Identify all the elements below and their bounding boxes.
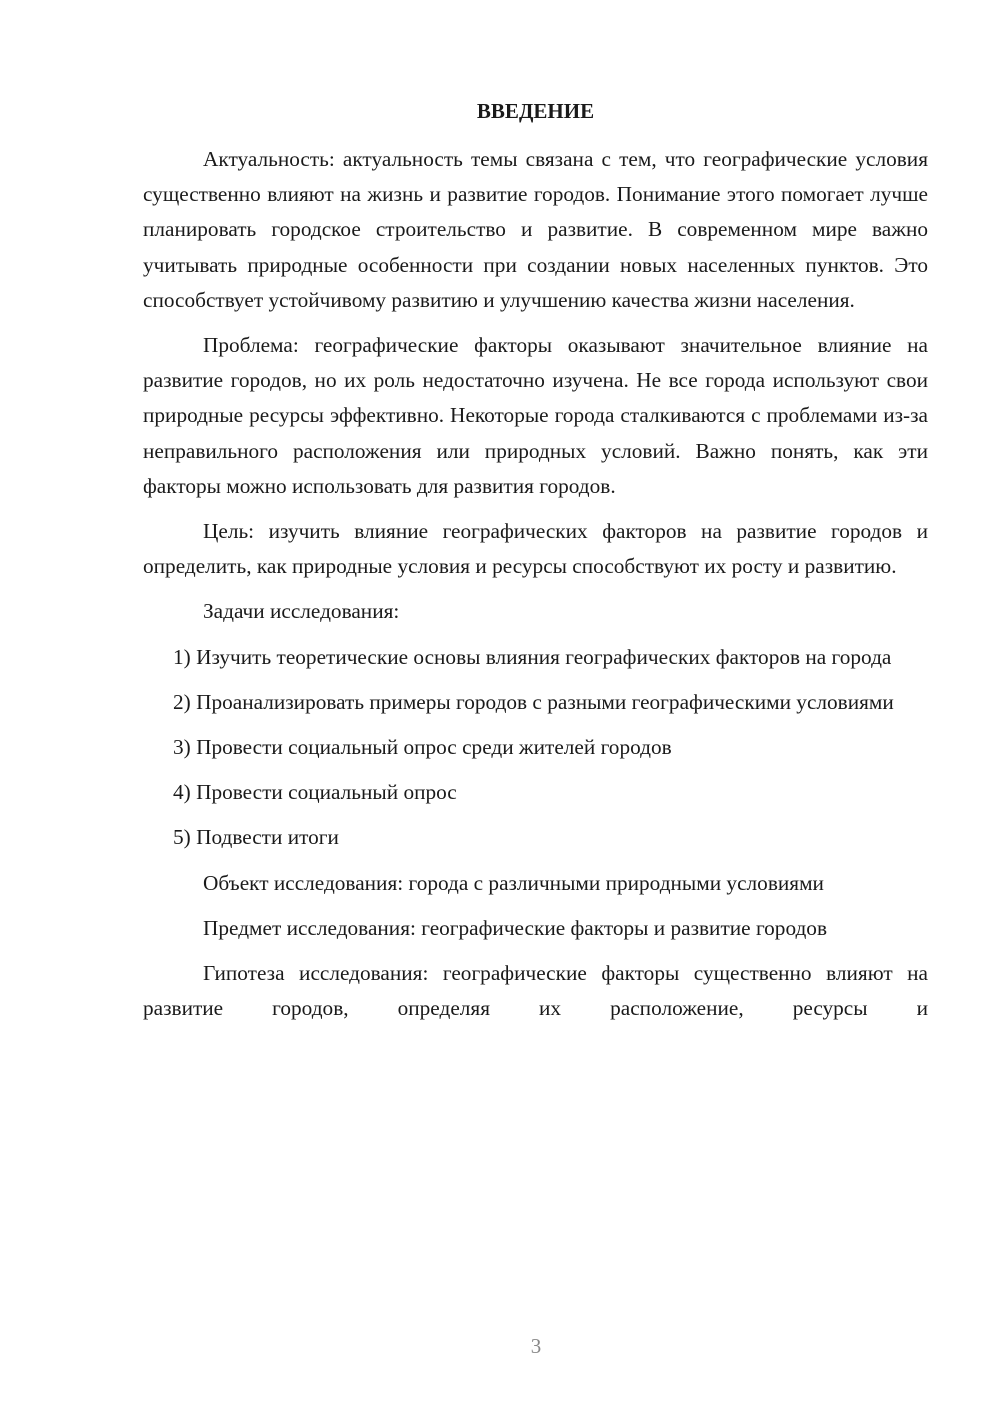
task-item: 2) Проанализировать примеры городов с разными географическими условиями xyxy=(173,689,894,714)
document-page xyxy=(143,96,928,1036)
task-item: 3) Провести социальный опрос среди жителей городов xyxy=(173,735,672,760)
paragraph-object: Объект исследования: города с различными природными условиями xyxy=(203,870,824,895)
page-number: 3 xyxy=(530,1334,542,1358)
tasks-heading: Задачи исследования: xyxy=(203,599,400,624)
task-item: 5) Подвести итоги xyxy=(173,825,339,850)
task-item: 1) Изучить теоретические основы влияния географических факторов на города xyxy=(173,644,892,669)
paragraph-relevance: Актуальность: актуальность темы связана с тем, что географические условия существенно влияют на жизнь и развитие городов. Понимание этого помогает лучше планировать городское строительство и развитие. В современном мире важно учитывать природные особенности при создании новых населенных пунктов. Это способствует устойчивому развитию и улучшению качества жизни населения. xyxy=(143,147,928,312)
document-title: ВВЕДЕНИЕ xyxy=(476,99,595,123)
paragraph-subject: Предмет исследования: географические факторы и развитие городов xyxy=(203,915,828,940)
task-item: 4) Провести социальный опрос xyxy=(173,780,457,805)
paragraph-goal: Цель: изучить влияние географических факторов на развитие городов и определить, как природные условия и ресурсы способствуют их росту и развитию. xyxy=(143,519,928,579)
paragraph-hypothesis: Гипотеза исследования: географические факторы существенно влияют на развитие городов, определяя их расположение, ресурсы и xyxy=(143,961,928,1021)
paragraph-problem: Проблема: географические факторы оказывают значительное влияние на развитие городов, но их роль недостаточно изучена. Не все города используют свои природные ресурсы эффективно. Некоторые города сталкиваются с проблемами из-за неправильного расположения или природных условий. Важно понять, как эти факторы можно использовать для развития городов. xyxy=(143,333,928,498)
